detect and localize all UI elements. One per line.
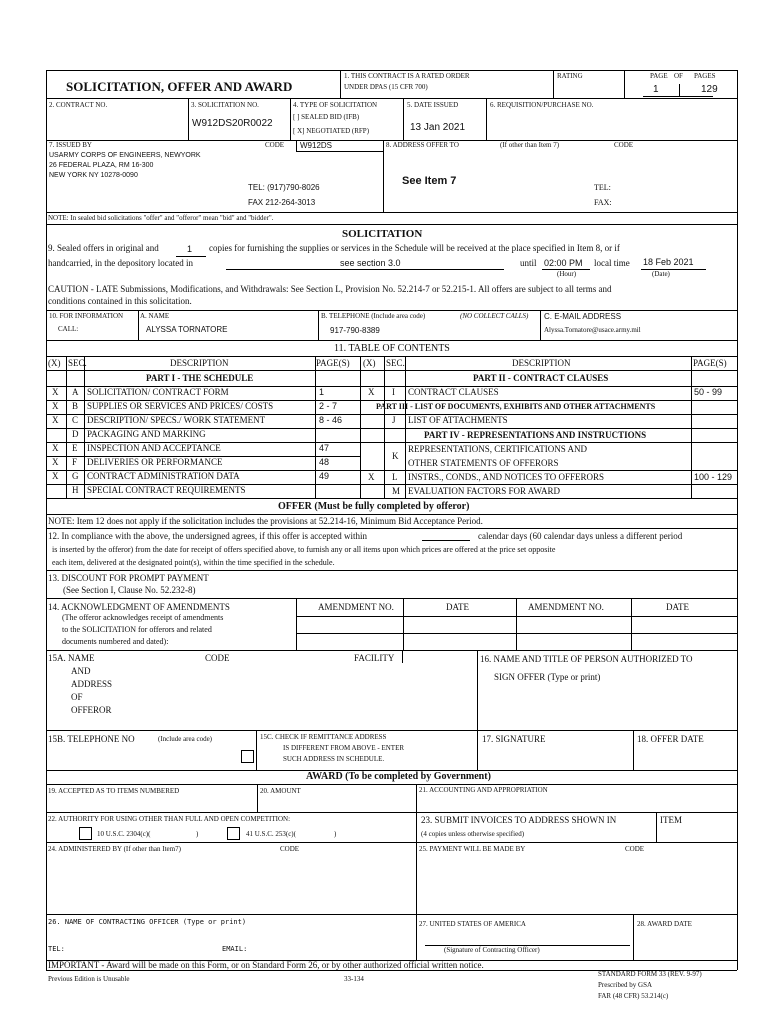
- toc-j-desc: LIST OF ATTACHMENTS: [408, 415, 508, 425]
- form-number: 33-134: [344, 975, 364, 983]
- for-information-label: 10. FOR INFORMATION: [49, 312, 124, 320]
- toc-sec-header-right: SEC.: [386, 358, 405, 368]
- date-issued-label: 5. DATE ISSUED: [407, 101, 459, 109]
- type-of-solicitation-label: 4. TYPE OF SOLICITATION: [293, 101, 378, 109]
- toc-row-pages-f: 48: [319, 457, 330, 467]
- facility-label: FACILITY: [354, 653, 395, 663]
- solicitation-no-label: 3. SOLICITATION NO.: [191, 101, 259, 109]
- toc-l-sec: L: [392, 472, 398, 482]
- toc-row-pages-e: 47: [319, 443, 330, 453]
- address-fax-label: FAX:: [594, 198, 612, 207]
- amendment-no-header-2: AMENDMENT NO.: [528, 602, 604, 612]
- amendment-date-header-1: DATE: [446, 602, 469, 612]
- item-15b-sub: (Include area code): [158, 735, 213, 743]
- previous-edition-note: Previous Edition is Unusable: [48, 975, 130, 983]
- toc-part-3: PART III - LIST OF DOCUMENTS, EXHIBITS AND OTHER ATTACHMENTS: [376, 402, 656, 411]
- far-reference: FAR (48 CFR) 53.214(c): [598, 992, 669, 1000]
- item-21-label: 21. ACCOUNTING AND APPROPRIATION: [419, 786, 548, 794]
- toc-row-pages-a: 1: [319, 387, 325, 397]
- item-28-label: 28. AWARD DATE: [637, 920, 692, 928]
- issued-by-label: 7. ISSUED BY: [49, 141, 92, 149]
- toc-m-desc: EVALUATION FACTORS FOR AWARD: [408, 486, 561, 496]
- toc-row-x-e: X: [52, 443, 59, 453]
- toc-row-desc-g: CONTRACT ADMINISTRATION DATA: [87, 471, 240, 481]
- item-26-label: 26. NAME OF CONTRACTING OFFICER (Type or print): [48, 918, 247, 926]
- box-1-label: 1. THIS CONTRACT IS A RATED ORDER: [344, 72, 470, 80]
- toc-pages-header-left: PAGE(S): [316, 358, 350, 368]
- item-15c-label: 15C. CHECK IF REMITTANCE ADDRESS: [260, 733, 387, 741]
- solicitation-heading: SOLICITATION: [342, 228, 423, 240]
- prescribed-by-label: Prescribed by GSA: [598, 981, 653, 989]
- item-19-label: 19. ACCEPTED AS TO ITEMS NUMBERED: [48, 787, 180, 795]
- address-code-label: CODE: [614, 141, 634, 149]
- toc-l-desc: INSTRS., CONDS., AND NOTICES TO OFFERORS: [408, 472, 604, 482]
- item-12-text-c: is inserted by the offeror) from the date for receipt of offers specified above, to furnish any or all items upon which prices are offered at the price set opposite: [52, 545, 556, 554]
- negotiated-option: [ X] NEGOTIATED (RFP): [293, 127, 370, 135]
- item-18-label: 18. OFFER DATE: [637, 734, 704, 744]
- item-26-tel: TEL:: [48, 945, 65, 953]
- amendment-date-header-2: DATE: [666, 602, 689, 612]
- date-issued-value: 13 Jan 2021: [410, 122, 466, 133]
- issuer-tel: TEL: (917)790-8026: [248, 183, 320, 192]
- toc-desc-header-left: DESCRIPTION: [170, 358, 229, 368]
- toc-l-pages: 100 - 129: [694, 472, 733, 482]
- item-12-text-d: each item, delivered at the designated point(s), within the time specified in the schedule.: [52, 558, 335, 567]
- item-22-option-a-close: ): [196, 830, 199, 838]
- toc-i-sec: I: [392, 387, 395, 397]
- telephone-label: B. TELEPHONE (Include area code): [321, 312, 426, 320]
- item-14-sub-1: (The offeror acknowledges receipt of amendments: [62, 613, 224, 622]
- pages-label: PAGES: [694, 72, 716, 80]
- item-24-code-label: CODE: [280, 845, 300, 853]
- toc-x-header-right: (X): [363, 358, 376, 368]
- contract-no-label: 2. CONTRACT NO.: [49, 101, 108, 109]
- toc-part-1: PART I - THE SCHEDULE: [146, 373, 254, 383]
- issuer-line-3: NEW YORK NY 10278-0090: [49, 172, 138, 179]
- caution-line-2: conditions contained in this solicitation.: [48, 296, 192, 306]
- item-20-label: 20. AMOUNT: [260, 787, 301, 795]
- item-23-label: 23. SUBMIT INVOICES TO ADDRESS SHOWN IN: [421, 815, 617, 825]
- toc-row-pages-g: 49: [319, 471, 330, 481]
- toc-title: 11. TABLE OF CONTENTS: [334, 343, 450, 354]
- toc-k-sec: K: [392, 451, 399, 461]
- toc-pages-header-right: PAGE(S): [693, 358, 727, 368]
- email-label: C. E-MAIL ADDRESS: [544, 312, 622, 321]
- toc-i-x: X: [368, 387, 375, 397]
- item-22-option-b: 41 U.S.C. 253(c)(: [246, 830, 296, 838]
- toc-i-desc: CONTRACT CLAUSES: [408, 387, 499, 397]
- until-label: until: [520, 258, 537, 268]
- item-15a-code-label: CODE: [205, 653, 230, 663]
- item-16-label: 16. NAME AND TITLE OF PERSON AUTHORIZED TO: [480, 654, 693, 664]
- address-offer-to-label: 8. ADDRESS OFFER TO: [386, 141, 459, 149]
- toc-k-desc-1: REPRESENTATIONS, CERTIFICATIONS AND: [408, 444, 588, 454]
- hour-label: (Hour): [557, 270, 577, 278]
- item-12-text-b: calendar days (60 calendar days unless a different period: [478, 531, 683, 541]
- toc-row-sec-d: D: [72, 429, 79, 439]
- item-15b-label: 15B. TELEPHONE NO: [48, 734, 135, 744]
- item-26-email: EMAIL:: [222, 945, 248, 953]
- form-title: SOLICITATION, OFFER AND AWARD: [66, 79, 293, 94]
- toc-row-sec-h: H: [72, 485, 79, 495]
- page-label: PAGE: [650, 72, 668, 80]
- item-12-note: NOTE: Item 12 does not apply if the solicitation includes the provisions at 52.214-16, Minimum Bid Acceptance Period.: [48, 516, 483, 526]
- toc-row-desc-d: PACKAGING AND MARKING: [87, 429, 206, 439]
- item-16-sub: SIGN OFFER (Type or print): [494, 672, 601, 682]
- caution-line-1: CAUTION - LATE Submissions, Modifications, and Withdrawals: See Section L, Provision No. 52.214-7 or 52.215-1. All offers are subject to all terms and: [48, 284, 612, 294]
- item-15a-offeror: OFFEROR: [71, 705, 112, 715]
- toc-part-4: PART IV - REPRESENTATIONS AND INSTRUCTIONS: [424, 430, 647, 440]
- toc-row-desc-e: INSPECTION AND ACCEPTANCE: [87, 443, 221, 453]
- requisition-label: 6. REQUISITION/PURCHASE NO.: [490, 101, 594, 109]
- contact-name: ALYSSA TORNATORE: [146, 325, 228, 334]
- toc-row-sec-c: C: [72, 415, 79, 425]
- toc-row-desc-c: DESCRIPTION/ SPECS./ WORK STATEMENT: [87, 415, 266, 425]
- issuer-line-1: USARMY CORPS OF ENGINEERS, NEWYORK: [49, 152, 201, 159]
- toc-row-desc-b: SUPPLIES OR SERVICES AND PRICES/ COSTS: [87, 401, 274, 411]
- toc-l-x: X: [368, 472, 375, 482]
- name-label: A. NAME: [140, 312, 170, 320]
- box-1-sub: UNDER DPAS (15 CFR 700): [344, 83, 428, 91]
- toc-row-pages-b: 2 - 7: [319, 401, 338, 411]
- toc-row-x-a: X: [52, 387, 59, 397]
- standard-form-label: STANDARD FORM 33 (REV. 9-97): [598, 970, 702, 978]
- item-9-text-a: 9. Sealed offers in original and: [48, 243, 159, 253]
- call-label: CALL:: [58, 325, 79, 333]
- item-15c-sub-2: SUCH ADDRESS IN SCHEDULE.: [283, 755, 385, 763]
- toc-row-x-c: X: [52, 415, 59, 425]
- item-25-code-label: CODE: [625, 845, 645, 853]
- see-item-7: See Item 7: [402, 175, 457, 187]
- toc-desc-header-right: DESCRIPTION: [512, 358, 571, 368]
- award-heading: AWARD (To be completed by Government): [306, 771, 491, 782]
- important-notice: IMPORTANT - Award will be made on this Form, or on Standard Form 26, or by other authorized official written notice.: [48, 960, 484, 970]
- address-offer-to-sub: (If other than Item 7): [500, 141, 560, 149]
- item-9-text-c: handcarried, in the depository located in: [48, 258, 193, 268]
- toc-row-sec-e: E: [72, 443, 78, 453]
- no-collect-label: (NO COLLECT CALLS): [460, 312, 529, 320]
- sealed-bid-option: [ ] SEALED BID (IFB): [293, 113, 360, 121]
- issuer-fax: FAX 212-264-3013: [248, 198, 316, 207]
- item-27-label: 27. UNITED STATES OF AMERICA: [419, 920, 526, 928]
- address-tel-label: TEL:: [594, 183, 611, 192]
- contact-email: Alyssa.Tornatore@usace.army.mil: [544, 326, 641, 334]
- toc-row-sec-f: F: [72, 457, 78, 467]
- item-13-sub: (See Section I, Clause No. 52.232-8): [63, 585, 196, 595]
- toc-k-desc-2: OTHER STATEMENTS OF OFFERORS: [408, 458, 559, 468]
- item-9-copies: 1: [187, 244, 193, 254]
- rating-label: RATING: [557, 72, 583, 80]
- sealed-bid-note: NOTE: In sealed bid solicitations "offer" and "offeror" mean "bid" and "bidder".: [48, 214, 274, 222]
- item-22-label: 22. AUTHORITY FOR USING OTHER THAN FULL AND OPEN COMPETITION:: [48, 815, 291, 823]
- toc-row-sec-b: B: [72, 401, 79, 411]
- item-23-sub: (4 copies unless otherwise specified): [421, 830, 525, 838]
- item-12-text-a: 12. In compliance with the above, the undersigned agrees, if this offer is accepted within: [48, 531, 367, 541]
- item-9-location: see section 3.0: [340, 258, 401, 268]
- toc-x-header-left: (X): [48, 358, 61, 368]
- item-14-sub-3: documents numbered and dated):: [62, 637, 169, 646]
- toc-row-desc-a: SOLICITATION/ CONTRACT FORM: [87, 387, 229, 397]
- toc-row-sec-a: A: [72, 387, 79, 397]
- item-15c-sub-1: IS DIFFERENT FROM ABOVE - ENTER: [283, 744, 405, 752]
- offer-heading: OFFER (Must be fully completed by offeror): [278, 501, 470, 512]
- toc-row-x-g: X: [52, 471, 59, 481]
- issuer-code-value: W912DS: [300, 141, 333, 150]
- of-label: OF: [674, 72, 683, 80]
- item-14-sub-2: to the SOLICITATION for offerors and related: [62, 625, 212, 634]
- toc-row-desc-h: SPECIAL CONTRACT REQUIREMENTS: [87, 485, 246, 495]
- toc-row-pages-c: 8 - 46: [319, 415, 343, 425]
- due-date: 18 Feb 2021: [643, 257, 694, 267]
- toc-sec-header-left: SEC.: [68, 358, 87, 368]
- item-23-item-label: ITEM: [660, 815, 682, 825]
- item-25-label: 25. PAYMENT WILL BE MADE BY: [419, 845, 526, 853]
- item-9-text-b: copies for furnishing the supplies or services in the Schedule will be received at the place specified in Item 8, or if: [209, 243, 620, 253]
- contact-phone: 917-790-8389: [330, 326, 380, 335]
- issuer-code-label: CODE: [265, 141, 285, 149]
- item-22-option-b-close: ): [334, 830, 337, 838]
- toc-row-x-b: X: [52, 401, 59, 411]
- issuer-line-2: 26 FEDERAL PLAZA, RM 16-300: [49, 162, 154, 169]
- item-14-label: 14. ACKNOWLEDGMENT OF AMENDMENTS: [48, 602, 230, 612]
- item-15a-label: 15A. NAME: [48, 653, 95, 663]
- page-count: 129: [701, 84, 718, 95]
- toc-row-desc-f: DELIVERIES OR PERFORMANCE: [87, 457, 223, 467]
- due-time: 02:00 PM: [544, 258, 583, 268]
- page-number: 1: [653, 84, 659, 95]
- solicitation-no-value: W912DS20R0022: [192, 118, 273, 129]
- toc-j-sec: J: [392, 415, 396, 425]
- toc-i-pages: 50 - 99: [694, 387, 723, 397]
- toc-row-sec-g: G: [72, 471, 79, 481]
- item-17-label: 17. SIGNATURE: [482, 734, 546, 744]
- toc-row-x-f: X: [52, 457, 59, 467]
- item-27-sub: (Signature of Contracting Officer): [444, 946, 540, 954]
- item-24-label: 24. ADMINISTERED BY (If other than Item7): [48, 845, 181, 853]
- toc-part-2: PART II - CONTRACT CLAUSES: [473, 373, 609, 383]
- amendment-no-header-1: AMENDMENT NO.: [318, 602, 394, 612]
- item-15a-address: ADDRESS: [71, 679, 113, 689]
- item-13-label: 13. DISCOUNT FOR PROMPT PAYMENT: [48, 573, 209, 583]
- toc-m-sec: M: [392, 486, 401, 496]
- item-22-option-a: 10 U.S.C. 2304(c)(: [97, 830, 151, 838]
- date-label: (Date): [652, 270, 670, 278]
- item-15a-and: AND: [71, 666, 91, 676]
- local-time-label: local time: [594, 258, 630, 268]
- item-15a-of: OF: [71, 692, 83, 702]
